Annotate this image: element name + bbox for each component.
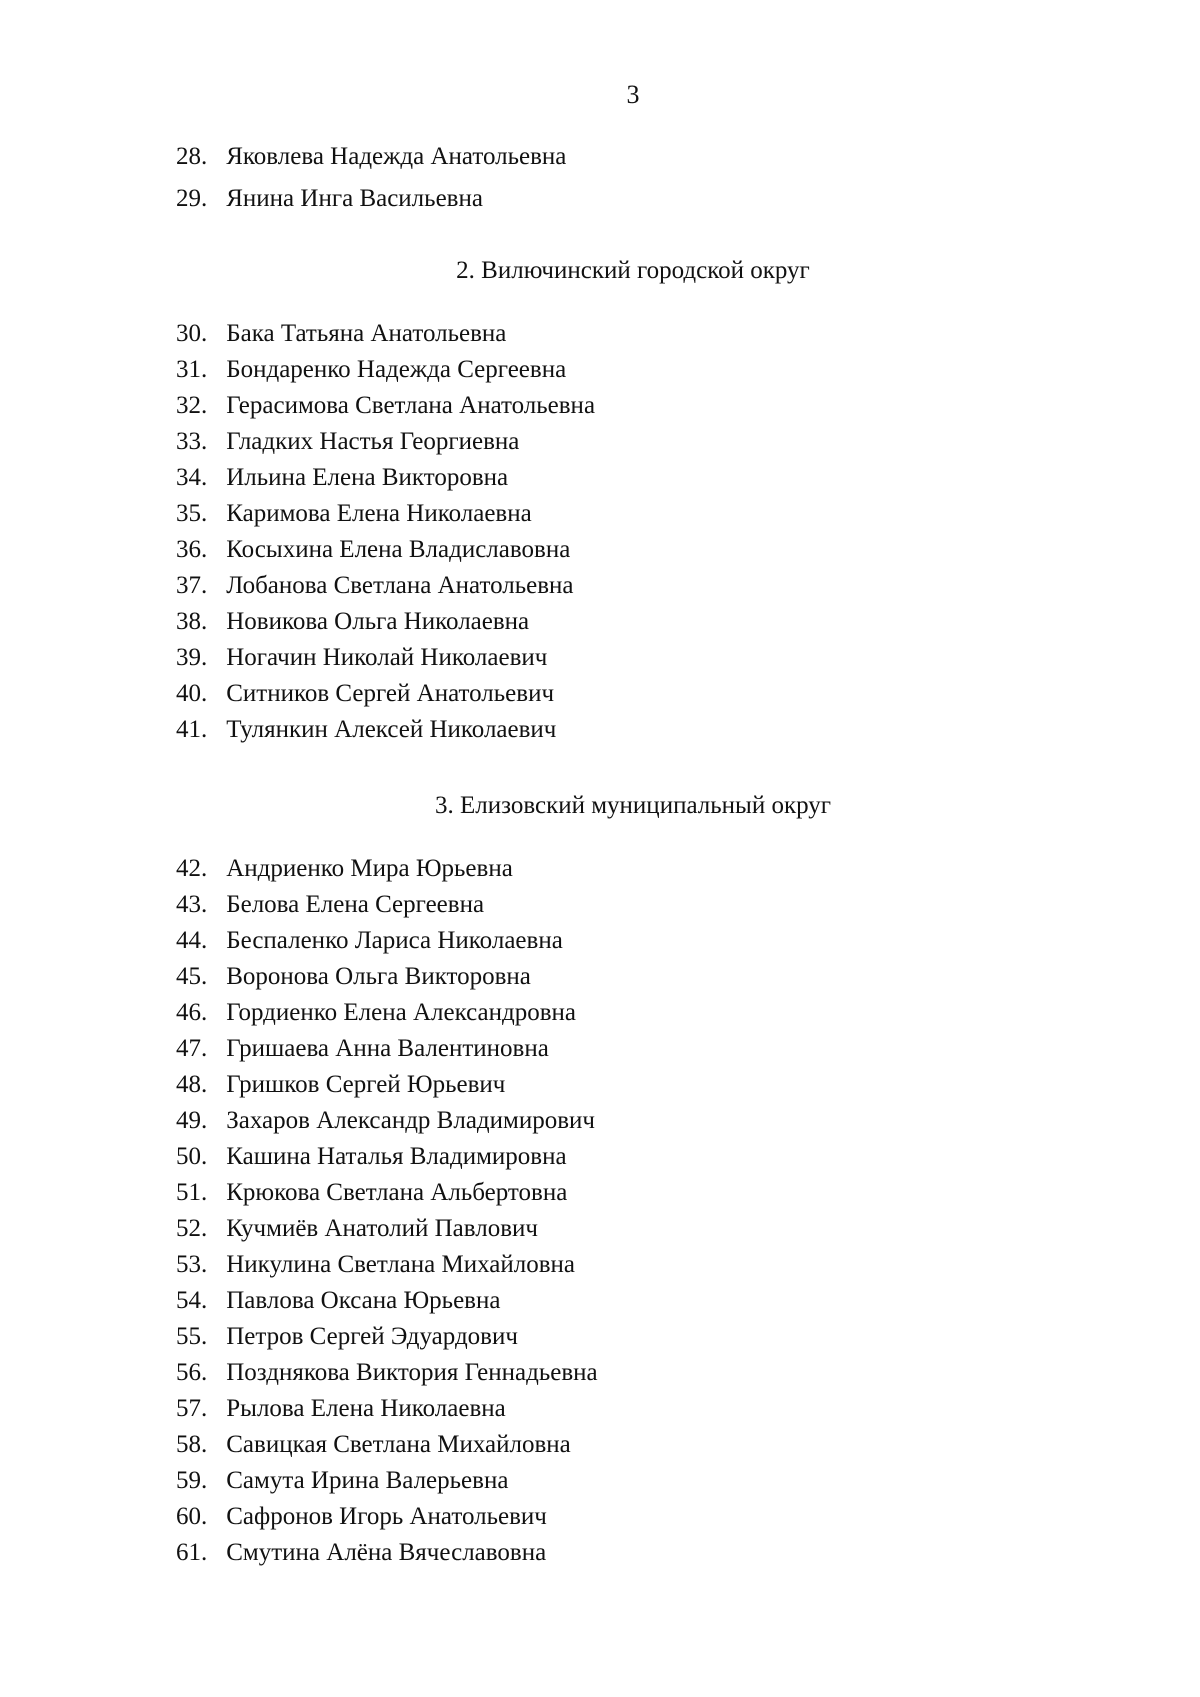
list-item-number: 29. bbox=[176, 185, 208, 212]
list-item-number: 44. bbox=[176, 927, 208, 954]
list-item bbox=[176, 1463, 598, 1499]
list-item-name: Ситников Сергей Анатольевич bbox=[226, 680, 555, 707]
list-item bbox=[176, 424, 595, 460]
list-item bbox=[176, 1139, 598, 1175]
list-item-number: 52. bbox=[176, 1215, 208, 1242]
list-item bbox=[176, 1031, 598, 1067]
list-elizovsky bbox=[176, 851, 598, 1571]
list-item bbox=[176, 1067, 598, 1103]
list-item-name: Янина Инга Васильевна bbox=[226, 185, 483, 212]
list-item-number: 35. bbox=[176, 500, 208, 527]
list-item bbox=[176, 1319, 598, 1355]
list-item-number: 40. bbox=[176, 680, 208, 707]
list-item-name: Гришков Сергей Юрьевич bbox=[226, 1071, 506, 1098]
list-item bbox=[176, 604, 595, 640]
list-item-name: Тулянкин Алексей Николаевич bbox=[226, 716, 557, 743]
list-item-name: Самута Ирина Валерьевна bbox=[226, 1467, 509, 1494]
list-item-number: 30. bbox=[176, 320, 208, 347]
list-item bbox=[176, 1535, 598, 1571]
list-item-number: 38. bbox=[176, 608, 208, 635]
list-item-name: Бака Татьяна Анатольевна bbox=[226, 320, 507, 347]
list-item-name: Крюкова Светлана Альбертовна bbox=[226, 1179, 568, 1206]
list-item-number: 61. bbox=[176, 1539, 208, 1566]
list-item-name: Захаров Александр Владимирович bbox=[226, 1107, 595, 1134]
list-vilyuchinsky bbox=[176, 316, 595, 748]
list-item-number: 51. bbox=[176, 1179, 208, 1206]
list-item-name: Сафронов Игорь Анатольевич bbox=[226, 1503, 547, 1530]
list-item-name: Лобанова Светлана Анатольевна bbox=[226, 572, 574, 599]
list-item-number: 58. bbox=[176, 1431, 208, 1458]
list-item-number: 37. bbox=[176, 572, 208, 599]
list-item bbox=[176, 1103, 598, 1139]
list-item bbox=[176, 887, 598, 923]
list-item-name: Гришаева Анна Валентиновна bbox=[226, 1035, 549, 1062]
list-item-number: 45. bbox=[176, 963, 208, 990]
list-item bbox=[176, 640, 595, 676]
list-item-number: 56. bbox=[176, 1359, 208, 1386]
list-item-number: 39. bbox=[176, 644, 208, 671]
list-item-name: Смутина Алёна Вячеславовна bbox=[226, 1539, 547, 1566]
list-item bbox=[176, 178, 566, 220]
list-item-name: Гордиенко Елена Александровна bbox=[226, 999, 576, 1026]
list-item bbox=[176, 851, 598, 887]
list-item-number: 31. bbox=[176, 356, 208, 383]
list-item-number: 54. bbox=[176, 1287, 208, 1314]
section-heading-vilyuchinsky: 2. Вилючинский городской округ bbox=[456, 257, 810, 284]
list-item-number: 32. bbox=[176, 392, 208, 419]
list-item-number: 57. bbox=[176, 1395, 208, 1422]
list-item-name: Андриенко Мира Юрьевна bbox=[226, 855, 513, 882]
list-item-name: Белова Елена Сергеевна bbox=[226, 891, 485, 918]
list-item bbox=[176, 923, 598, 959]
list-item-number: 48. bbox=[176, 1071, 208, 1098]
list-item bbox=[176, 959, 598, 995]
list-item-name: Ногачин Николай Николаевич bbox=[226, 644, 548, 671]
list-item-name: Косыхина Елена Владиславовна bbox=[226, 536, 571, 563]
list-item-number: 42. bbox=[176, 855, 208, 882]
list-item bbox=[176, 1211, 598, 1247]
list-continued bbox=[176, 136, 566, 220]
list-item-number: 36. bbox=[176, 536, 208, 563]
list-item-number: 46. bbox=[176, 999, 208, 1026]
list-item bbox=[176, 388, 595, 424]
list-item bbox=[176, 136, 566, 178]
list-item-number: 53. bbox=[176, 1251, 208, 1278]
list-item-name: Беспаленко Лариса Николаевна bbox=[226, 927, 563, 954]
list-item-name: Ильина Елена Викторовна bbox=[226, 464, 509, 491]
list-item-name: Воронова Ольга Викторовна bbox=[226, 963, 531, 990]
section-heading-elizovsky: 3. Елизовский муниципальный округ bbox=[434, 792, 832, 819]
list-item bbox=[176, 1283, 598, 1319]
list-item bbox=[176, 712, 595, 748]
list-item-name: Каримова Елена Николаевна bbox=[226, 500, 532, 527]
list-item-name: Гладких Настья Георгиевна bbox=[226, 428, 520, 455]
list-item bbox=[176, 316, 595, 352]
list-item bbox=[176, 352, 595, 388]
list-item-number: 60. bbox=[176, 1503, 208, 1530]
list-item-number: 43. bbox=[176, 891, 208, 918]
list-item-name: Рылова Елена Николаевна bbox=[226, 1395, 506, 1422]
list-item-name: Кучмиёв Анатолий Павлович bbox=[226, 1215, 538, 1242]
list-item bbox=[176, 568, 595, 604]
list-item bbox=[176, 460, 595, 496]
list-item-name: Павлова Оксана Юрьевна bbox=[226, 1287, 501, 1314]
list-item bbox=[176, 1355, 598, 1391]
list-item bbox=[176, 1391, 598, 1427]
list-item-name: Позднякова Виктория Геннадьевна bbox=[226, 1359, 598, 1386]
list-item bbox=[176, 532, 595, 568]
list-item-number: 47. bbox=[176, 1035, 208, 1062]
list-item-number: 55. bbox=[176, 1323, 208, 1350]
list-item bbox=[176, 995, 598, 1031]
list-item-number: 50. bbox=[176, 1143, 208, 1170]
list-item bbox=[176, 1499, 598, 1535]
list-item-number: 59. bbox=[176, 1467, 208, 1494]
list-item bbox=[176, 676, 595, 712]
list-item-name: Яковлева Надежда Анатольевна bbox=[226, 143, 567, 170]
list-item-number: 49. bbox=[176, 1107, 208, 1134]
list-item-name: Бондаренко Надежда Сергеевна bbox=[226, 356, 567, 383]
list-item bbox=[176, 1247, 598, 1283]
list-item bbox=[176, 1427, 598, 1463]
list-item-number: 41. bbox=[176, 716, 208, 743]
list-item-number: 33. bbox=[176, 428, 208, 455]
list-item-number: 34. bbox=[176, 464, 208, 491]
list-item-number: 28. bbox=[176, 143, 208, 170]
list-item bbox=[176, 496, 595, 532]
list-item bbox=[176, 1175, 598, 1211]
list-item-name: Герасимова Светлана Анатольевна bbox=[226, 392, 596, 419]
list-item-name: Никулина Светлана Михайловна bbox=[226, 1251, 575, 1278]
page-number: 3 bbox=[626, 80, 640, 109]
list-item-name: Кашина Наталья Владимировна bbox=[226, 1143, 567, 1170]
list-item-name: Савицкая Светлана Михайловна bbox=[226, 1431, 571, 1458]
list-item-name: Новикова Ольга Николаевна bbox=[226, 608, 530, 635]
list-item-name: Петров Сергей Эдуардович bbox=[226, 1323, 518, 1350]
